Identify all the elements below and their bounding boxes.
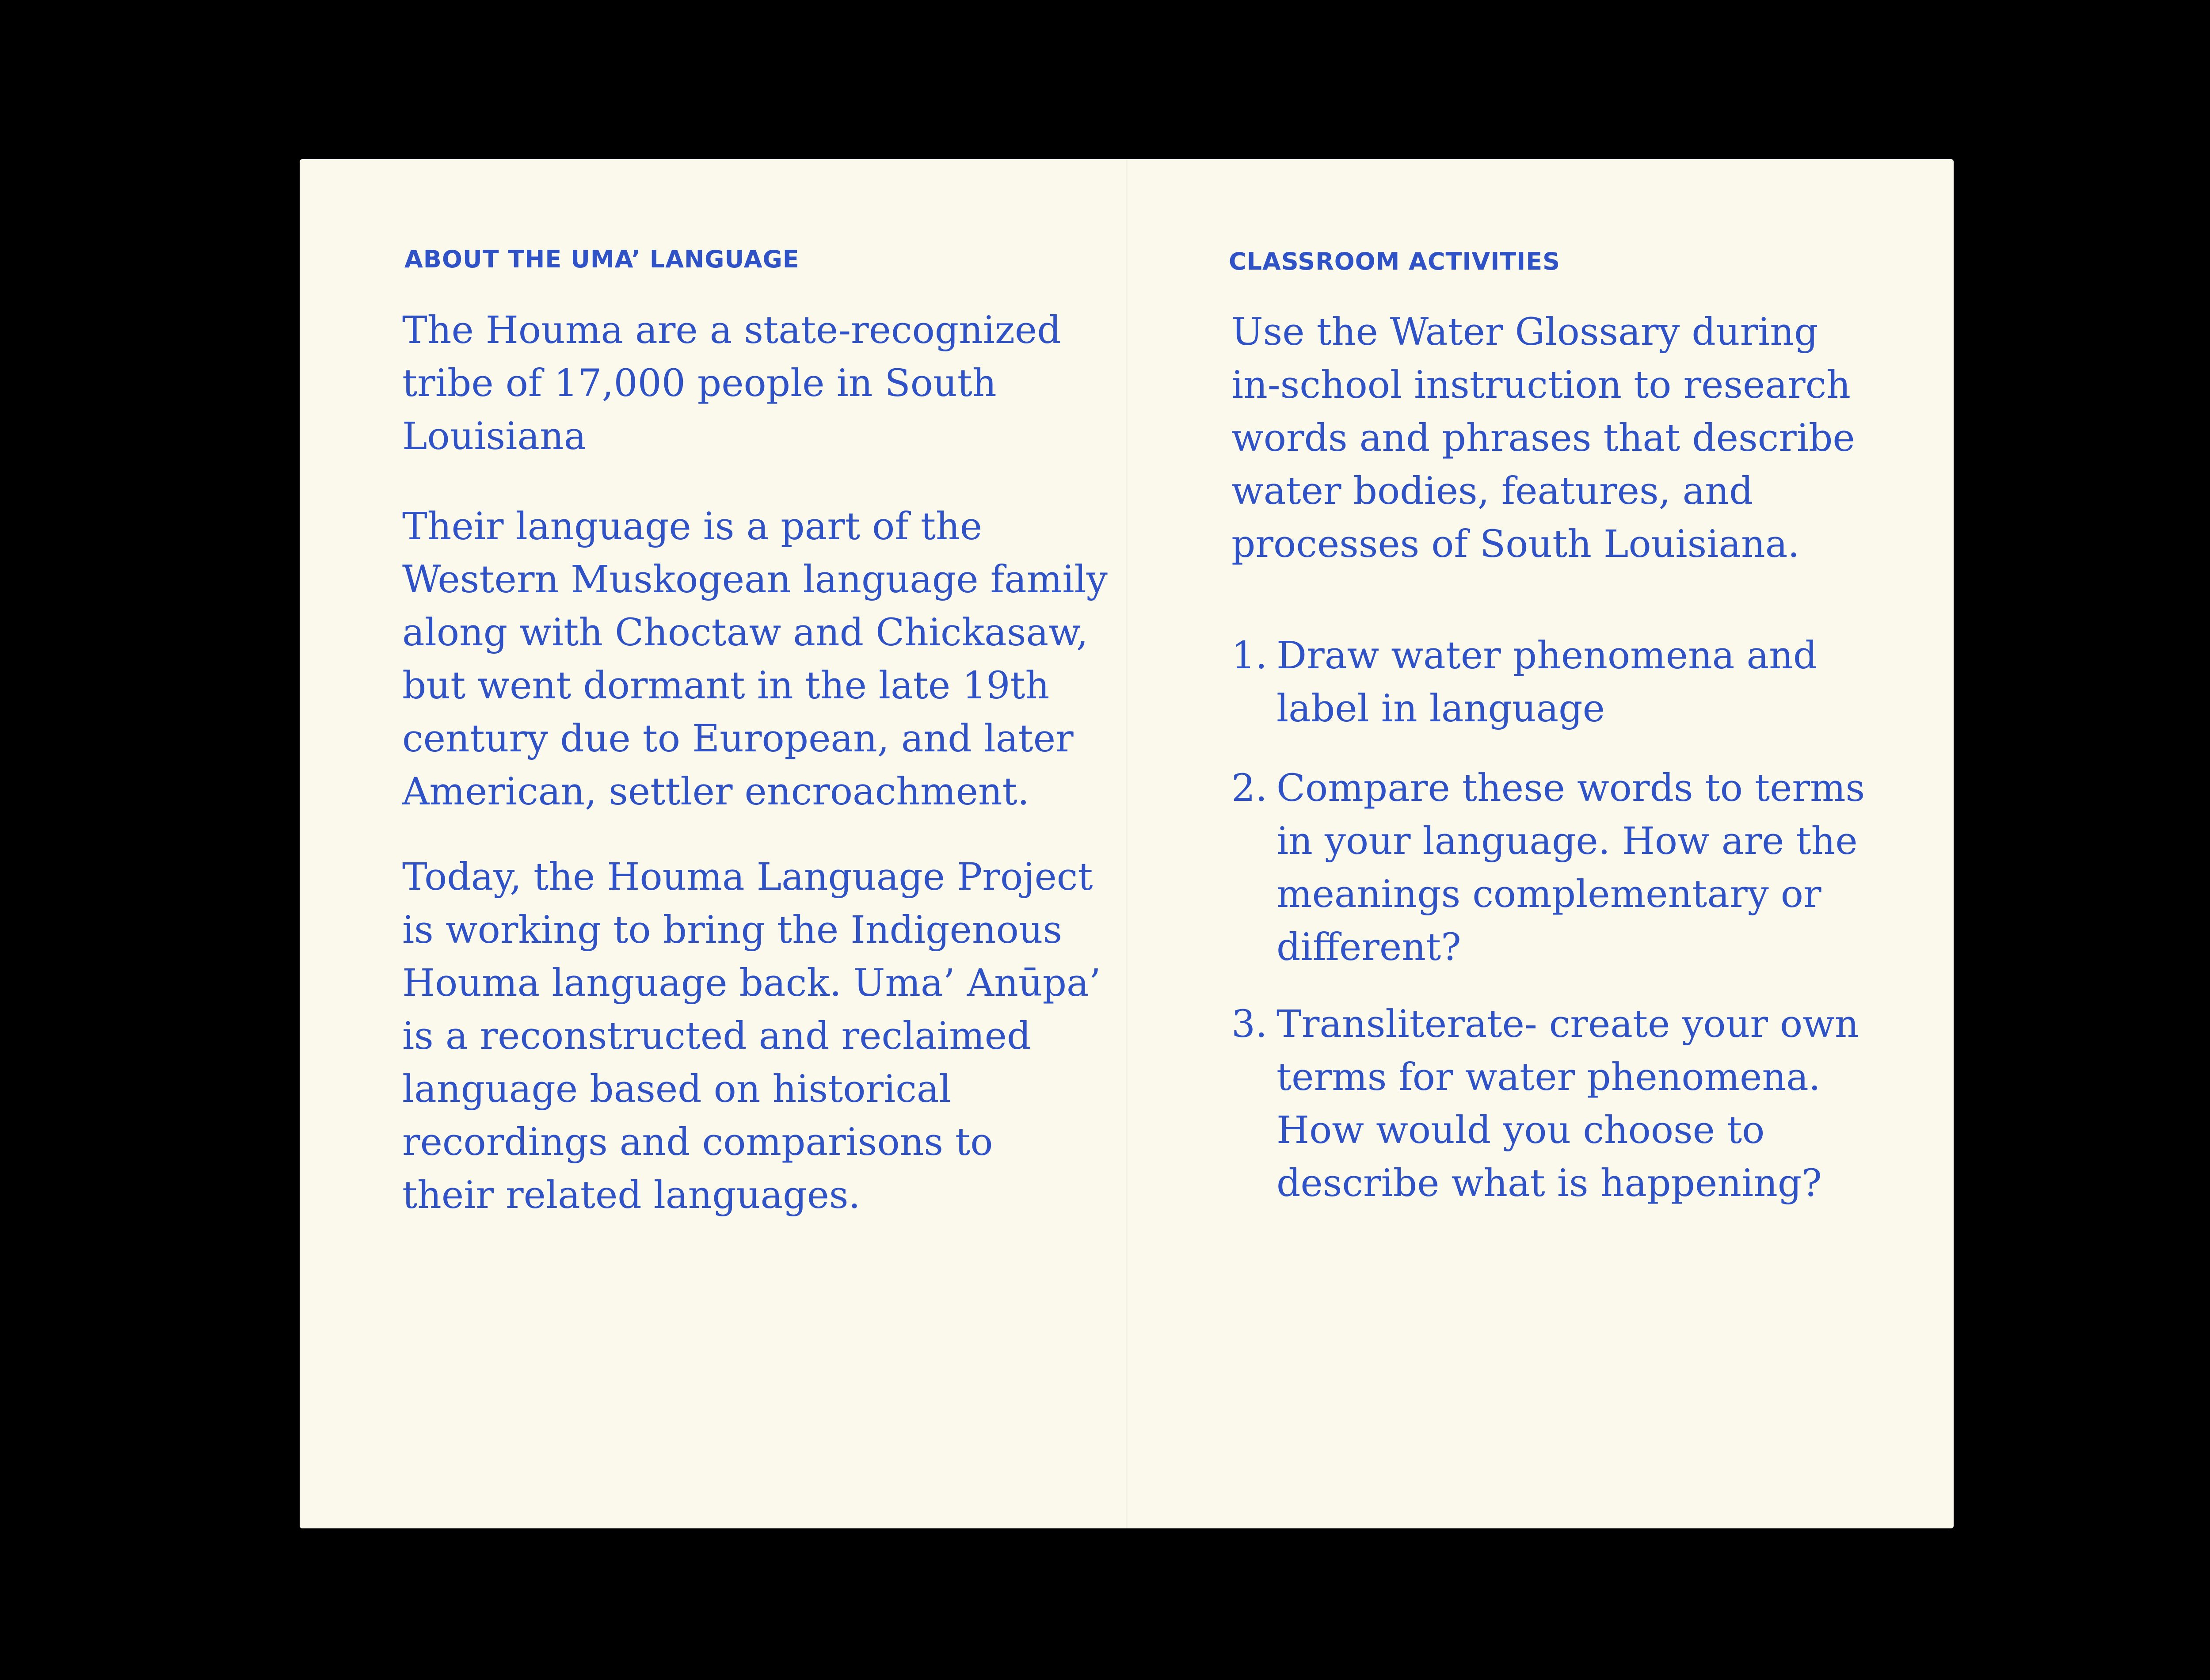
text-line: tribe of 17,000 people in South	[402, 362, 997, 405]
text-line: Compare these words to terms	[1276, 766, 1865, 810]
right-heading: CLASSROOM ACTIVITIES	[1229, 248, 1561, 275]
text-line: Houma language back. Uma’ Anūpa’	[402, 961, 1101, 1005]
booklet-spread	[300, 159, 1954, 1528]
text-line: is a reconstructed and reclaimed	[402, 1014, 1031, 1058]
text-line: meanings complementary or	[1276, 872, 1821, 916]
text-line: Draw water phenomena and	[1276, 634, 1818, 678]
left-paragraph-3	[402, 851, 1101, 1222]
text-line: describe what is happening?	[1276, 1162, 1822, 1205]
left-heading: ABOUT THE UMA’ LANGUAGE	[404, 245, 800, 273]
left-paragraph-2	[402, 500, 1108, 819]
text-line: century due to European, and later	[402, 717, 1074, 761]
text-line: recordings and comparisons to	[402, 1120, 993, 1164]
center-fold	[1126, 159, 1128, 1528]
text-line: different?	[1276, 926, 1461, 969]
activity-item-3	[1231, 998, 1859, 1210]
activity-item-2	[1231, 762, 1865, 974]
list-item	[1231, 762, 1865, 974]
list-number: 3.	[1231, 1002, 1268, 1046]
left-paragraph-1	[402, 304, 1061, 463]
list-number: 2.	[1231, 766, 1268, 810]
text-line: processes of South Louisiana.	[1231, 522, 1800, 566]
right-intro	[1231, 306, 1855, 571]
text-line: their related languages.	[402, 1173, 861, 1217]
list-number: 1.	[1231, 634, 1268, 678]
text-line: Their language is a part of the	[402, 505, 983, 549]
text-line: but went dormant in the late 19th	[402, 664, 1050, 708]
text-line: Louisiana	[402, 415, 587, 458]
text-line: Use the Water Glossary during	[1231, 310, 1818, 354]
list-item	[1231, 998, 1859, 1210]
text-line: in-school instruction to research	[1231, 363, 1851, 407]
text-line: Today, the Houma Language Project	[402, 855, 1093, 899]
text-line: water bodies, features, and	[1231, 469, 1753, 513]
text-line: Transliterate- create your own	[1276, 1002, 1859, 1046]
text-line: Western Muskogean language family	[402, 558, 1108, 602]
text-line: language based on historical	[402, 1067, 951, 1111]
text-line: is working to bring the Indigenous	[402, 908, 1063, 952]
text-line: in your language. How are the	[1276, 819, 1858, 863]
text-line: words and phrases that describe	[1231, 416, 1855, 460]
list-item	[1231, 629, 1817, 735]
text-line: terms for water phenomena.	[1276, 1055, 1821, 1099]
text-line: along with Choctaw and Chickasaw,	[402, 611, 1088, 655]
text-line: label in language	[1276, 687, 1605, 731]
text-line: The Houma are a state-recognized	[402, 309, 1061, 352]
text-line: How would you choose to	[1276, 1109, 1765, 1152]
activity-item-1	[1231, 629, 1817, 735]
text-line: American, settler encroachment.	[402, 770, 1029, 814]
